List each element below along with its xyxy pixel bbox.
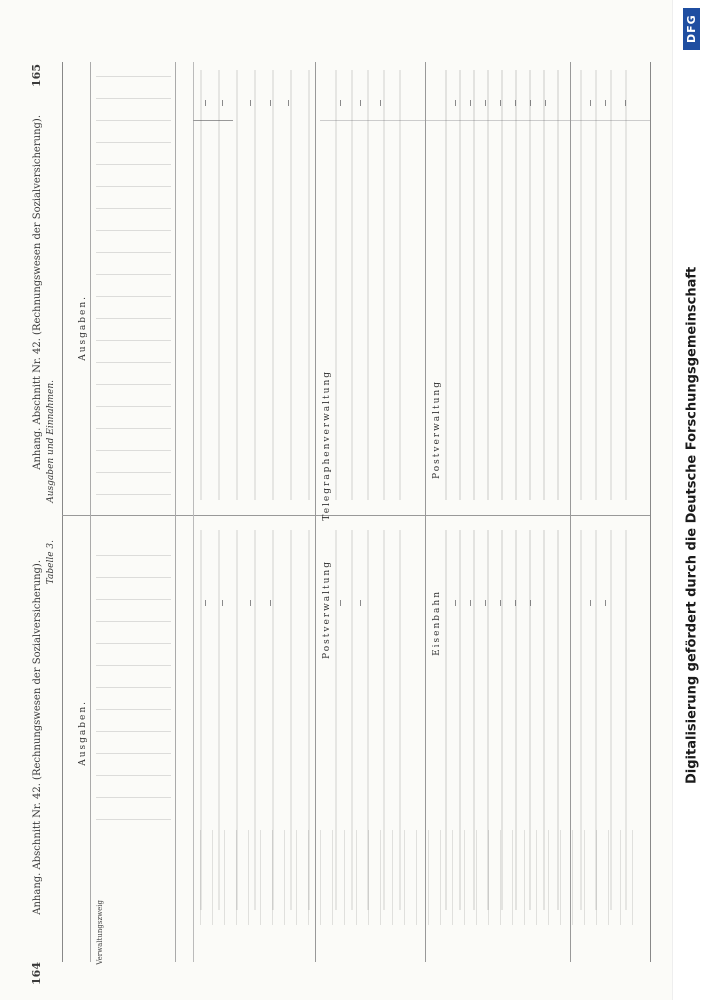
- table-subtitle: Ausgaben und Einnahmen.: [46, 380, 56, 503]
- section-heading-ausgaben-right: Ausgaben.: [78, 295, 88, 361]
- right-page-number: 165: [30, 64, 43, 87]
- table-block-upper-right: [200, 70, 310, 500]
- section-heading-telegraph: Telegraphenverwaltung: [322, 370, 332, 521]
- table-block-middle-right: [335, 70, 415, 500]
- block-divider: [570, 62, 571, 962]
- frame-line: [62, 62, 63, 962]
- table-block-bottom-right: [580, 70, 640, 500]
- column-header-line: [193, 62, 194, 962]
- column-captions-left: [96, 540, 171, 820]
- left-running-title: Anhang. Abschnitt Nr. 42. (Rechnungswesen der Sozialversicherung).: [32, 560, 43, 915]
- row-header: Verwaltungszweig: [96, 900, 104, 965]
- block-divider: [315, 62, 316, 962]
- row-labels-column: [200, 830, 640, 925]
- frame-line: [650, 62, 651, 962]
- dfg-logo: DFG: [683, 8, 700, 50]
- section-heading-post: Postverwaltung: [322, 560, 332, 659]
- section-heading-verwaltung: Postverwaltung: [432, 380, 442, 479]
- section-heading-eisenbahn: Eisenbahn: [432, 590, 442, 656]
- left-page-number: 164: [30, 962, 43, 985]
- column-header-line: [90, 62, 91, 962]
- page-split-line: [62, 515, 650, 516]
- table-label: Tabelle 3.: [46, 540, 56, 585]
- column-header-line: [175, 62, 176, 962]
- block-divider: [425, 62, 426, 962]
- right-running-title: Anhang. Abschnitt Nr. 42. (Rechnungswesen der Sozialversicherung).: [32, 115, 43, 470]
- funding-banner-text: Digitalisierung gefördert durch die Deutsche Forschungsgemeinschaft: [684, 266, 700, 784]
- column-captions-right: [96, 75, 171, 495]
- table-block-lower-right: [445, 70, 565, 500]
- section-heading-ausgaben-left: Ausgaben.: [78, 700, 88, 766]
